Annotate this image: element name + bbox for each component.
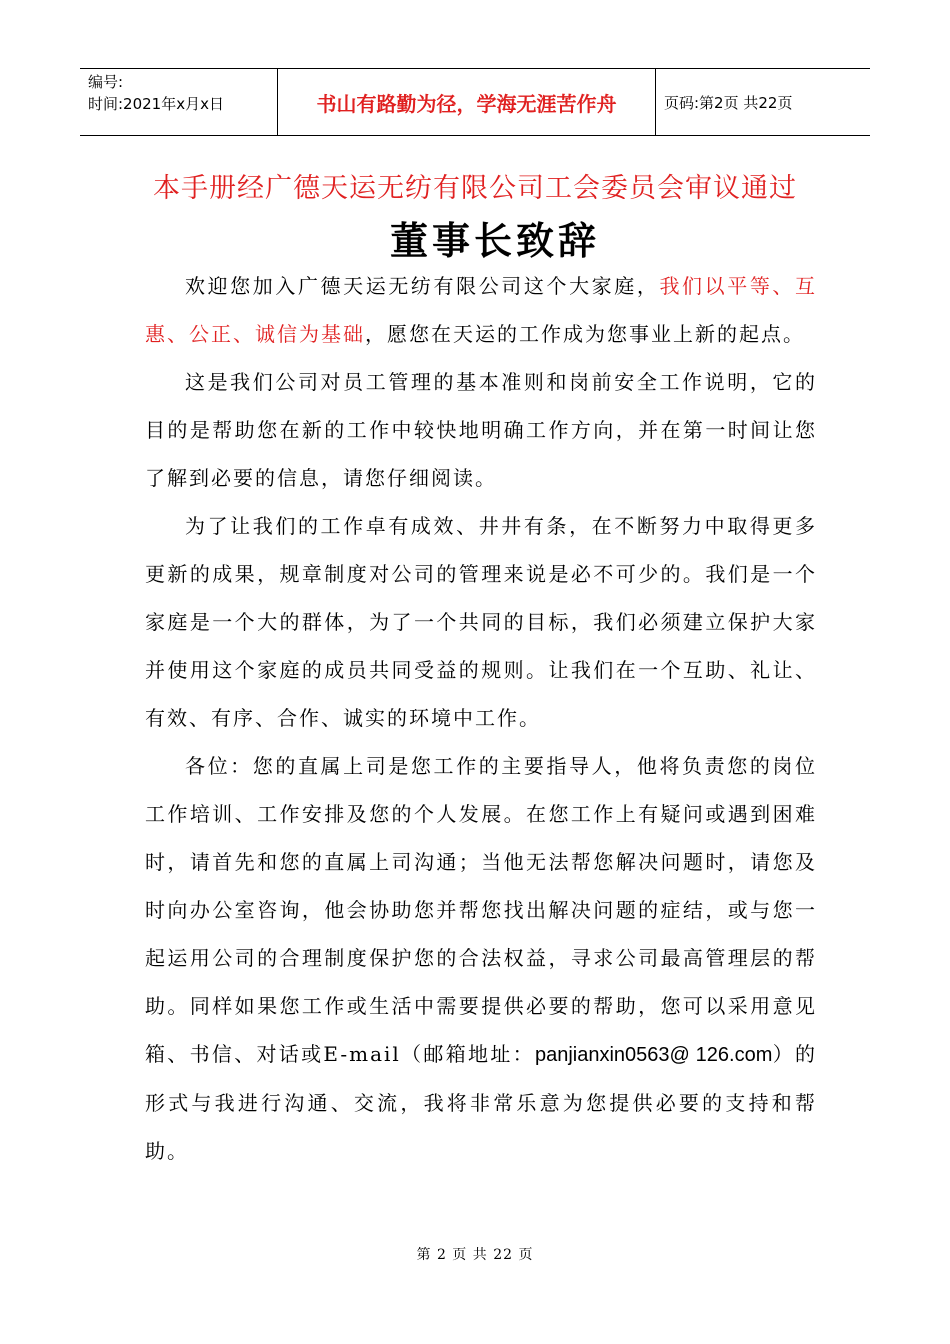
approval-subtitle: 本手册经广德天运无纺有限公司工会委员会审议通过 xyxy=(153,173,797,204)
page-header xyxy=(80,68,870,136)
paragraph-purpose: 这是我们公司对员工管理的基本准则和岗前安全工作说明，它的目的是帮助您在新的工作中较快地明确工作方向，并在第一时间让您了解到必要的信息，请您仔细阅读。 xyxy=(145,370,817,490)
number-label: 编号: xyxy=(88,73,124,91)
highlight-text: 我们以平等、互惠、公正、诚信为基础 xyxy=(145,274,818,346)
paragraph-contact xyxy=(145,742,817,1175)
paragraph-text: ）的形式与我进行沟通、交流，我将非常乐意为您提供必要的支持和帮助。 xyxy=(145,1042,817,1163)
paragraph-rules: 为了让我们的工作卓有成效、井井有条，在不断努力中取得更多更新的成果，规章制度对公司的管理来说是必不可少的。我们是一个家庭是一个大的群体，为了一个共同的目标，我们必须建立保护大家并使用这个家庭的成员共同受益的规则。让我们在一个互助、礼让、有效、有序、合作、诚实的环境中工作。 xyxy=(145,514,817,730)
document-body xyxy=(145,262,817,1175)
date-label: 时间:2021年x月x日 xyxy=(88,95,224,113)
paragraph-welcome xyxy=(145,262,817,358)
header-meta xyxy=(80,69,278,135)
paragraph-text: 各位：您的直属上司是您工作的主要指导人，他将负责您的岗位工作培训、工作安排及您的个人发展。在您工作上有疑问或遇到困难时，请首先和您的直属上司沟通；当他无法帮您解决问题时，请您及时向办公室咨询，他会协助您并帮您找出解决问题的症结，或与您一起运用公司的合理制度保护您的合法权益，寻求公司最高管理层的帮助。同样如果您工作或生活中需要提供必要的帮助，您可以采用意见箱、书信、对话或E-mail（邮箱地址： xyxy=(145,754,817,1066)
paragraph-text: 欢迎您加入广德天运无纺有限公司这个大家庭， xyxy=(185,274,660,298)
page-title: 董事长致辞 xyxy=(389,218,600,263)
email-address: panjianxin0563@ 126.com xyxy=(534,1044,773,1066)
paragraph-text: ，愿您在天运的工作成为您事业上新的起点。 xyxy=(365,322,805,346)
page-footer: 第 2 页 共 22 页 xyxy=(416,1247,534,1263)
header-motto: 书山有路勤为径，学海无涯苦作舟 xyxy=(278,69,656,135)
header-page-info: 页码:第2页 共22页 xyxy=(664,93,793,112)
